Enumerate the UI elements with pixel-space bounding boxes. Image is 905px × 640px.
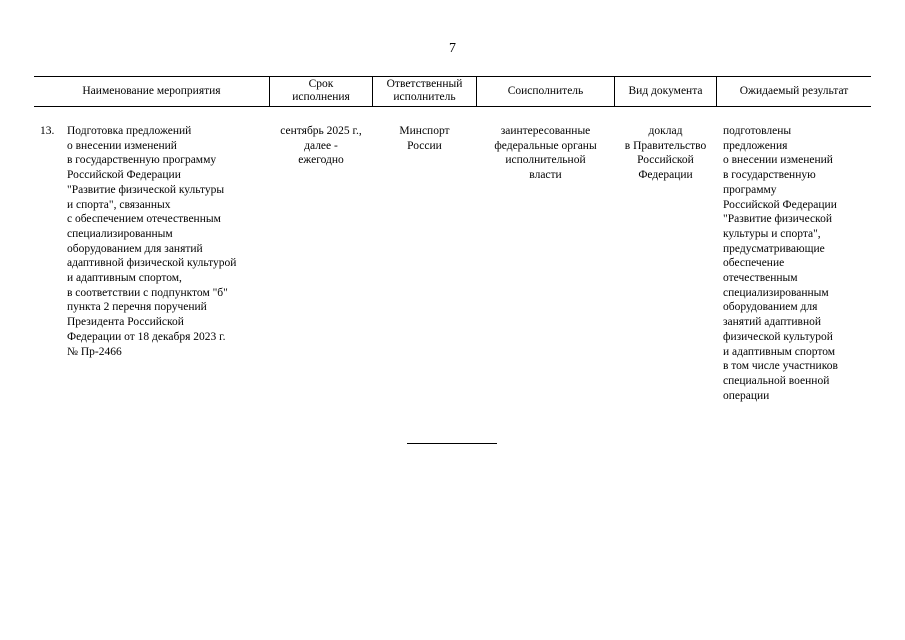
header-name: Наименование мероприятия [82, 84, 221, 97]
table-header-bottom-border [34, 106, 871, 107]
header-coexecutor: Соисполнитель [507, 84, 584, 97]
row-name: Подготовка предложений о внесении изменений в государственную программу Российской Федерации "Развитие физической культуры и спорта", связанных с обеспечением отечественным специализированным оборудованием для занятий адаптивной физической культурой и адаптивным спортом, в соответствии с подпунктом "б" пункта 2 перечня поручений Президента Российской Федерации от 18 декабря 2023 г. № Пр-2466 [67, 125, 237, 358]
row-doc-type: доклад в Правительство Российской Федерации [624, 125, 707, 182]
page-number: 7 [449, 41, 456, 56]
row-coexecutor: заинтересованные федеральные органы исполнительной власти [494, 125, 597, 182]
row-result: подготовлены предложения о внесении изменений в государственную программу Российской Федерации "Развитие физической культуры и спорта", предусматривающие обеспечение отечественным специализированным оборудованием для занятий адаптивной физической культурой и адаптивным спортом в том числе участников специальной военной операции [723, 125, 838, 402]
header-doc-type: Вид документа [628, 84, 703, 97]
header-responsible: Ответственный исполнитель [386, 78, 463, 103]
row-responsible: Минспорт России [399, 125, 450, 152]
row-number: 13. [40, 125, 55, 137]
header-deadline: Срок исполнения [292, 78, 350, 103]
row-deadline: сентябрь 2025 г., далее - ежегодно [280, 125, 362, 167]
header-result: Ожидаемый результат [739, 84, 849, 97]
end-of-document-line [407, 443, 497, 444]
